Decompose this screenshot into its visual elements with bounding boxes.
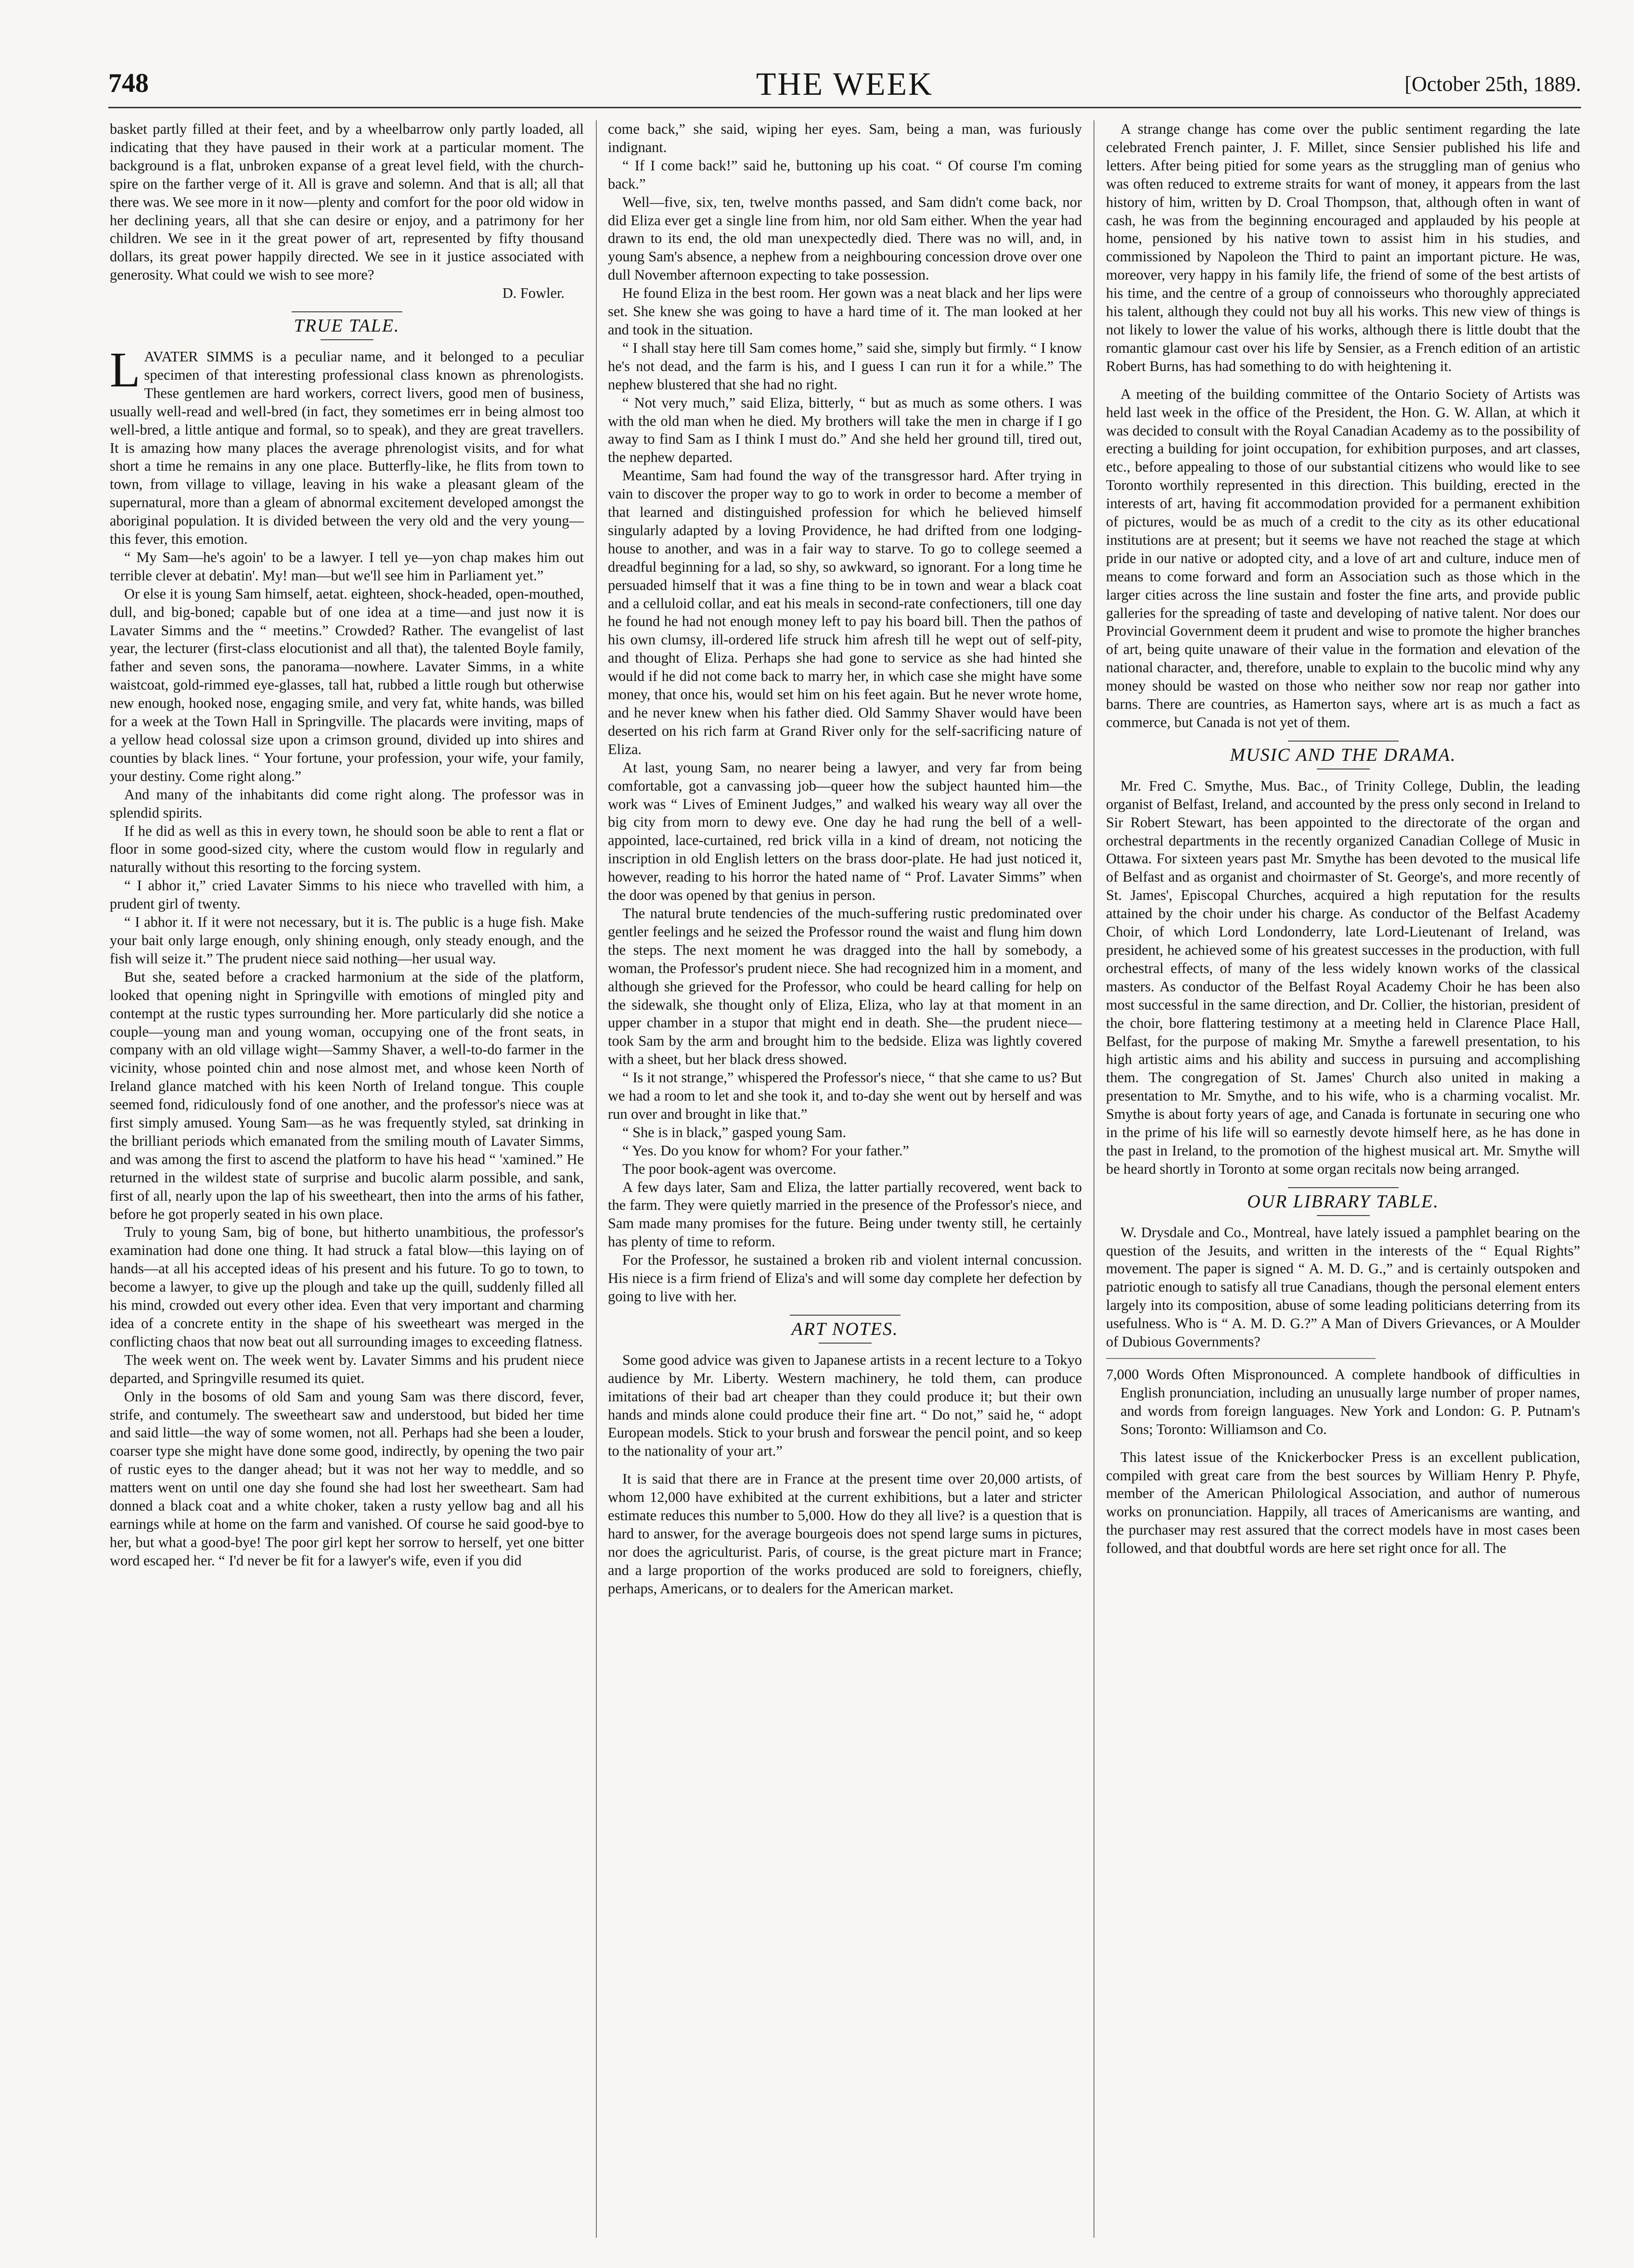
- article-paragraph: Mr. Fred C. Smythe, Mus. Bac., of Trinity College, Dublin, the leading organist of Belfast, Ireland, and accounted by the press only second in Ireland to Sir Robert Stewart, has been appointed to the directorate of the organ and orchestral departments in the recently organized Canadian College of Music in Ottawa. For sixteen years past Mr. Smythe has been devoted to the musical life of Belfast and as organist and choirmaster of St. George's, and more recently of St. James', Episcopal Churches, acquired a high reputation for the results attained by the choir under his charge. As conductor of the Belfast Academy Choir, of which Lord Londonderry, late Lord-Lieutenant of Ireland, was president, he achieved some of his greatest successes in the production, with full orchestral effects, of many of the less widely known works of the classical masters. As conductor of the Belfast Royal Academy Choir he has been also most successful in the same direction, and Dr. Collier, the historian, president of the choir, bore flattering testimony at a meeting held in Clarence Place Hall, Belfast, for the purpose of making Mr. Smythe a farewell presentation, to his high artistic aims and his ability and success in pursuing and accomplishing them. The congregation of St. James' Church also united in making a presentation to Mr. Smythe, and to his wife, who is a charming vocalist. Mr. Smythe is about forty years of age, and Canada is fortunate in securing one who in the prime of his life will so earnestly devote himself here, as he has done in the past in Ireland, to the promotion of the highest musical art. Mr. Smythe will be heard shortly in Toronto at some organ recitals now being arranged.: [1106, 777, 1580, 1177]
- article-paragraph: Or else it is young Sam himself, aetat. eighteen, shock-headed, open-mouthed, dull, and big-boned; capable but of one idea at a time—and just now it is Lavater Simms and the “ meetins.” Crowded? Rather. The evangelist of last year, the lecturer (first-class elocutionist and all that), the talented Boyle family, father and seven sons, the panorama—nowhere. Lavater Simms, in a white waistcoat, gold-rimmed eye-glasses, tall hat, rubbed a little rough but otherwise new enough, hooked nose, engaging smile, and very fat, white hands, was billed for a week at the Town Hall in Springville. The placards were inviting, maps of a yellow head colossal size upon a crimson ground, divided up into shires and counties by black lines. “ Your fortune, your profession, your wife, your family, your destiny. Come right along.”: [110, 585, 584, 784]
- section-heading-true-tale: TRUE TALE.: [294, 316, 400, 336]
- section-rule: [1288, 1187, 1399, 1188]
- header-rule: [108, 107, 1581, 108]
- article-paragraph: This latest issue of the Knickerbocker Press is an excellent publication, compiled with great care from the best sources by William Henry P. Phyfe, member of the American Philological Association, and author of numerous works on pronunciation. Happily, all traces of Americanisms are wanting, and the purchaser may rest assured that the correct models have in most cases been followed, and that doubtful words are here set right once for all. The: [1106, 1448, 1580, 1557]
- article-paragraph: For the Professor, he sustained a broken rib and violent internal concussion. His niece is a firm friend of Eliza's and will some day complete her defection by going to live with her.: [608, 1252, 1082, 1305]
- article-paragraph: basket partly filled at their feet, and by a wheelbarrow only partly loaded, all indicating that they have paused in their work at a particular moment. The background is a flat, unbroken expanse of a great level field, with the church-spire on the farther verge of it. All is grave and solemn. And that is all; all that there was. We see more in it now—plenty and comfort for the poor old widow in her declining years, all that she can desire or enjoy, and a patrimony for her children. We see in it the great power of art, represented by fifty thousand dollars, its great power happily directed. We see in it justice associated with generosity. What could we wish to see more?: [110, 121, 584, 283]
- article-paragraph: W. Drysdale and Co., Montreal, have lately issued a pamphlet bearing on the question of the Jesuits, and written in the interests of the “ Equal Rights” movement. The paper is signed “ A. M. D. G.,” and is certainly outspoken and patriotic enough to satisfy all true Canadians, though the personal element enters largely into its composition, abuse of some leading politicians deterring from its usefulness. Who is “ A. M. D. G.?” A Man of Divers Grievances, or A Moulder of Dubious Governments?: [1106, 1224, 1580, 1350]
- section-rule: [292, 311, 402, 312]
- article-paragraph: But she, seated before a cracked harmonium at the side of the platform, looked that opening night in Springville with emotions of mingled pity and contempt at the rustic types surrounding her. More particularly did she notice a couple—young man and young woman, occupying one of the front seats, in company with an old village wight—Sammy Shaver, a well-to-do farmer in the vicinity, whose pointed chin and nose almost met, and whose keen North of Ireland glance matched with his keen North of Ireland tongue. This couple seemed fond, ridiculously fond of one another, and the professor's niece was at first simply amused. Young Sam—as he was frequently styled, sat drinking in the brilliant periods which emanated from the smiling mouth of Lavater Simms, and was among the first to ascend the platform to have his head “ 'xamined.” He returned in the wildest state of surprise and bucolic alarm possible, and sank, first of all, nearly upon the lap of his sweetheart, then into the arms of his father, before he got properly seated in his own place.: [110, 968, 584, 1222]
- book-listing: 7,000 Words Often Mispronounced. A complete handbook of difficulties in English pronunciation, including an unusually large number of proper names, and words from foreign languages. New York and London: G. P. Putnam's Sons; Toronto: Williamson and Co.: [1106, 1366, 1580, 1437]
- column-1: [110, 120, 584, 2247]
- article-paragraph: “ Not very much,” said Eliza, bitterly, “ but as much as some others. I was with the old man when he died. My brothers will take the men in charge if I go away to find Sam as I think I must do.” And she held her ground till, tired out, the nephew departed.: [608, 394, 1082, 466]
- article-paragraph: Only in the bosoms of old Sam and young Sam was there discord, fever, strife, and contumely. The sweetheart saw and understood, but bided her time and said little—the way of some women, not all. Perhaps had she been a louder, coarser type she might have done some good, indirectly, by opening the two pair of rustic eyes to the danger ahead; but it was not her way to meddle, and so matters went on until one day she found she had lost her sweetheart. Sam had donned a black coat and a white choker, taken a rusty yellow bag and all his earnings while at home on the farm and vanished. Of course he said good-bye to her, but what a good-bye! The poor girl kept her sorrow to herself, yet one bitter word escaped her. “ I'd never be fit for a lawyer's wife, even if you did: [110, 1388, 584, 1569]
- page-number: 748: [108, 68, 149, 98]
- section-rule: [1288, 741, 1399, 742]
- paragraph-gap: [608, 1461, 1082, 1470]
- section-rule: [321, 339, 373, 340]
- article-paragraph: Meantime, Sam had found the way of the transgressor hard. After trying in vain to discover the proper way to go to work in order to become a member of that learned and distinguished profession for which he believed himself singularly adapted by a loving Providence, he had drifted from one lodging-house to another, and was in a fair way to starve. To go to college seemed a dreadful beginning for a lad, so shy, so awkward, so ignorant. For a long time he persuaded himself that it was a fine thing to be in town and wear a black coat and a celluloid collar, and eat his meals in second-rate confectioners, till one day he found he had not enough money left to pay his board bill. Then the pathos of his own clumsy, ill-ordered life struck him afresh till he wept out of self-pity, and thought of Eliza. Perhaps she had gone to service as she had hinted she would if he did not come back to marry her, in which case she might have some money, that once his, would set him on his feet again. But he never wrote home, and he never knew when his father died. Old Sammy Shaver would have been deserted on his rich farm at Grand River only for the self-sacrificing nature of Eliza.: [608, 467, 1082, 757]
- article-paragraph: A strange change has come over the public sentiment regarding the late celebrated French painter, J. F. Millet, since Sensier published his life and letters. After being pitied for some years as the struggling man of genius who was often reduced to extreme straits for want of money, it appears from the last history of him, written by D. Croal Thompson, that, although often in want of cash, he was from the beginning encouraged and applauded by his people at home, pensioned by his native town to assist him in his studies, and commissioned by Napoleon the Third to paint an important picture. He was, moreover, very happy in his family life, the friend of some of the best artists of his time, and the centre of a group of connoisseurs who thoroughly appreciated his talent, although they could not buy all his works. This new view of things is not likely to lower the value of his works, although there is little doubt that the romantic glamour cast over his life by Sensier, as a French edition of an artistic Robert Burns, has had something to do with heightening it.: [1106, 121, 1580, 374]
- section-rule: [790, 1315, 901, 1316]
- paragraph-gap: [1106, 376, 1580, 385]
- article-paragraph: “ Is it not strange,” whispered the Professor's niece, “ that she came to us? But we had a room to let and she took it, and to-day she went out by herself and was run over and brought in like that.”: [608, 1069, 1082, 1122]
- section-heading-music-drama: MUSIC AND THE DRAMA.: [1230, 744, 1456, 765]
- journal-title: THE WEEK: [756, 65, 934, 102]
- article-paragraph: “ My Sam—he's agoin' to be a lawyer. I tell ye—yon chap makes him out terrible clever at debatin'. My! man—but we'll see him in Parliament yet.”: [110, 549, 584, 584]
- item-divider: [1106, 1358, 1376, 1359]
- article-paragraph: He found Eliza in the best room. Her gown was a neat black and her lips were set. She knew she was going to have a hard time of it. The man looked at her and took in the situation.: [608, 285, 1082, 338]
- article-paragraph: A few days later, Sam and Eliza, the latter partially recovered, went back to the farm. They were quietly married in the presence of the Professor's niece, and Sam made many promises for the future. Being under twenty still, he certainly has plenty of time to reform.: [608, 1179, 1082, 1250]
- article-paragraph: At last, young Sam, no nearer being a lawyer, and very far from being comfortable, got a canvassing job—queer how the subject haunted him—the work was “ Lives of Eminent Judges,” and walked his weary way all over the big city from morn to dewy eve. One day he had rung the bell of a well-appointed, lace-curtained, red brick villa in a kind of dream, not noticing the inscription in old English letters on the brass door-plate. He had just noticed it, however, reading to his horror the hated name of “ Prof. Lavater Simms” when the door was opened by that genius in person.: [608, 759, 1082, 904]
- article-paragraph: “ I abhor it. If it were not necessary, but it is. The public is a huge fish. Make your bait only large enough, only shining enough, only steady enough, and the fish will seize it.” The prudent niece said nothing—her usual way.: [110, 914, 584, 967]
- section-heading-art-notes: ART NOTES.: [791, 1319, 899, 1339]
- article-paragraph: “ Yes. Do you know for whom? For your father.”: [622, 1142, 909, 1159]
- column-3: [1106, 120, 1580, 2247]
- article-paragraph: A meeting of the building committee of the Ontario Society of Artists was held last week in the office of the President, the Hon. G. W. Allan, at which it was decided to consult with the Royal Canadian Academy as to the possibility of erecting a building for joint occupation, for exhibition purposes, and art classes, etc., before appealing to those of our substantial citizens who would like to see Toronto worthily represented in this direction. This building, erected in the interests of art, having fit accommodation provided for a permanent exhibition of pictures, would be as much of a credit to the city as its other educational institutions are at present; but it seems we have not reached the stage at which pride in our native or adopted city, and a love of art and culture, induce men of means to come forward and form an Association such as those which in the larger cities across the line sustain and foster the fine arts, and provide public galleries for the spreading of taste and developing of native talent. Nor does our Provincial Government deem it prudent and wise to promote the higher branches of art, being quite unaware of their value in the formation and elevation of the national character, and, therefore, unable to explain to the bucolic mind why any money should be wasted on those who neither sow nor reap nor gather into barns. There are countries, as Hamerton says, where art is as much a fact as commerce, but Canada is not yet of them.: [1106, 385, 1580, 730]
- section-rule: [819, 1343, 872, 1344]
- article-paragraph: It is said that there are in France at the present time over 20,000 artists, of whom 12,000 have exhibited at the current exhibitions, but a later and stricter estimate reduces this number to 5,000. How do they all live? is a question that is hard to answer, for the average bourgeois does not spend large sums in pictures, nor does the agriculturist. Paris, of course, is the great picture mart in France; and a large proportion of the works produced are sold to foreigners, chiefly, perhaps, Americans, or to dealers for the American market.: [608, 1471, 1082, 1597]
- article-paragraph: And many of the inhabitants did come right along. The professor was in splendid spirits.: [110, 786, 584, 821]
- article-paragraph: The natural brute tendencies of the much-suffering rustic predominated over gentler feelings and he seized the Professor round the waist and flung him down the steps. The next moment he was dragged into the hall by somebody, a woman, the Professor's prudent niece. She had recognized him in a moment, and although she grieved for the Professor, who could be heard calling for help on the sidewalk, she thought only of Eliza, Eliza, who lay at that moment in an upper chamber in a stupor that might end in death. She—the prudent niece—took Sam by the arm and brought him to the bedside. Eliza was lightly covered with a sheet, but her black dress showed.: [608, 905, 1082, 1068]
- article-paragraph: “ I shall stay here till Sam comes home,” said she, simply but firmly. “ I know he's not dead, and the farm is his, and I guess I can run it for a while.” The nephew blustered that she had no right.: [608, 339, 1082, 393]
- article-paragraph: “ She is in black,” gasped young Sam.: [622, 1124, 847, 1140]
- section-heading-library-table: OUR LIBRARY TABLE.: [1247, 1191, 1439, 1212]
- author-signature: D. Fowler.: [502, 285, 565, 302]
- article-paragraph: “ I abhor it,” cried Lavater Simms to his niece who travelled with him, a prudent girl of twenty.: [110, 877, 584, 912]
- article-paragraph: [110, 342, 584, 549]
- column-divider: [596, 120, 597, 2238]
- paragraph-text: AVATER SIMMS is a peculiar name, and it belonged to a peculiar specimen of that interesting professional class known as phrenologists. These gentlemen are hard workers, correct livers, good men of business, usually well-read and well-bred (in fact, they sometimes err in being almost too well-bred, a little antique and formal, so to speak), and they are great travellers. It is amazing how many places the average phrenologist visits, and for what short a time he remains in any one place. Butterfly-like, he flits from town to town, from village to village, leaving in his wake a pleasant gleam of the supernatural, more than a gleam of abnormal excitement developed amongst the aboriginal population. It is divided between the very old and the very young—this fever, this emotion.: [110, 348, 584, 548]
- article-paragraph: The poor book-agent was overcome.: [622, 1160, 836, 1177]
- article-paragraph: Well—five, six, ten, twelve months passed, and Sam didn't come back, nor did Eliza ever get a single line from him, nor old Sam either. When the year had drawn to its end, the old man unexpectedly died. There was no will, and, in young Sam's absence, a nephew from a neighbouring concession drove over one dull November afternoon expecting to take possession.: [608, 193, 1082, 283]
- article-paragraph: come back,” she said, wiping her eyes. Sam, being a man, was furiously indignant.: [608, 121, 1082, 155]
- article-paragraph: Truly to young Sam, big of bone, but hitherto unambitious, the professor's examination had done one thing. It had struck a fatal blow—this laying on of hands—at all his accepted ideas of his present and his future. To go to town, to become a lawyer, to give up the plough and take up the quill, suddenly filled all his mind, crowded out every other idea. Even that very important and charming idea of a concrete entity in the shape of his sweetheart was merged in the conflicting chaos that now beat out all surrounding images to exceeding flatness.: [110, 1224, 584, 1350]
- running-head: [108, 65, 1581, 108]
- issue-date: [October 25th, 1889.: [1404, 72, 1581, 96]
- column-2: [608, 120, 1082, 2247]
- article-paragraph: The week went on. The week went by. Lavater Simms and his prudent niece departed, and Springville resumed its quiet.: [110, 1351, 584, 1386]
- article-paragraph: If he did as well as this in every town, he should soon be able to rent a flat or floor in some good-sized city, where the custom would flow in regularly and naturally without this resorting to the forcing system.: [110, 822, 584, 876]
- article-paragraph: “ If I come back!” said he, buttoning up his coat. “ Of course I'm coming back.”: [608, 157, 1082, 192]
- article-paragraph: Some good advice was given to Japanese artists in a recent lecture to a Tokyo audience by Mr. Liberty. Western machinery, he told them, can produce imitations of their bad art cheaper than they could produce it; but their own hands and minds alone could produce their fine art. “ Do not,” said he, “ adopt European models. Stick to your brush and forswear the pencil point, and so keep to the nationality of your art.”: [608, 1351, 1082, 1460]
- paragraph-gap: [1106, 1439, 1580, 1448]
- drop-cap: L: [110, 342, 141, 397]
- section-rule: [1317, 1215, 1370, 1216]
